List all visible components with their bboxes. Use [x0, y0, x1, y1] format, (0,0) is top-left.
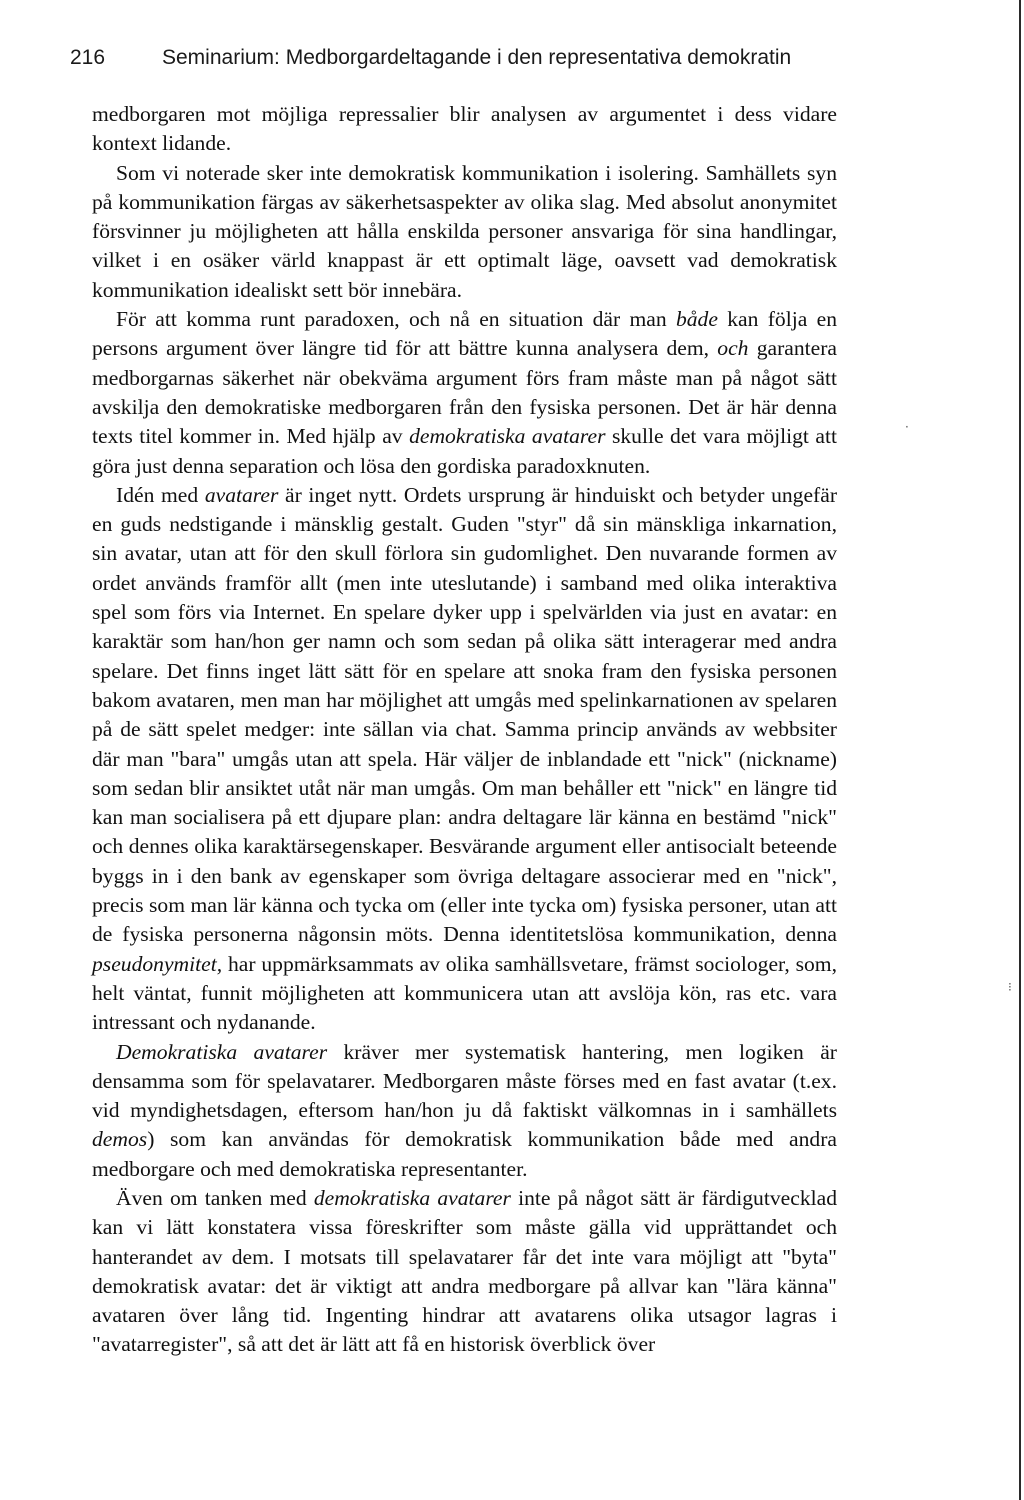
text-run: har uppmärksammats av olika samhällsvetare, främst sociologer, som, helt väntat, funnit möjligheten att kommunicera utan att avslöja kön, ras etc. vara intressant och nydanande.	[92, 951, 837, 1035]
text-run: kräver mer systematisk hantering, men logiken är densamma som för spelavatarer. Medborgaren måste förses med en fast avatar (t.ex. vid myndighetsdagen, eftersom han/hon ju då faktiskt välkomnas in i samhällets	[92, 1039, 837, 1123]
scan-speck: ⁝	[1008, 980, 1012, 994]
scan-speck: ·	[905, 420, 909, 434]
emphasis-text: demos	[92, 1127, 148, 1152]
paragraph-3	[92, 305, 837, 481]
text-run: skulle det vara möjligt att göra just denna separation och lösa den gordiska paradoxknuten.	[92, 424, 838, 478]
page-number: 216	[70, 46, 106, 69]
paragraph-6	[92, 1184, 837, 1360]
emphasis-text: Demokratiska avatarer	[116, 1039, 328, 1064]
text-run: garantera medborgarnas säkerhet när obekväma argument förs fram måste man på något sätt avskilja den demokratiske medborgaren från den fysiska personen. Det är här denna texts titel kommer in. Med hjälp av	[92, 336, 838, 449]
paragraph-2: Som vi noterade sker inte demokratisk kommunikation i isolering. Samhällets syn på kommunikation färgas av säkerhetsaspekter av olika slag. Med absolut anonymitet försvinner ju möjligheten att hålla enskilda personer ansvariga för sina handlingar, vilket i en osäker värld knappast är ett optimalt läge, oavsett vad demokratisk kommunikation idealiskt sett bör innebära.	[92, 160, 837, 302]
running-header	[70, 46, 850, 70]
text-run: ) som kan användas för demokratisk kommunikation både med andra medborgare och med demokratiska representanter.	[92, 1127, 837, 1181]
page-edge-line	[1019, 0, 1021, 1500]
paragraph-4	[92, 481, 837, 1038]
emphasis-text: och	[717, 336, 749, 361]
text-run: Idén med	[116, 482, 205, 507]
emphasis-text: pseudonymitet,	[92, 951, 223, 976]
running-title: Seminarium: Medborgardeltagande i den representativa demokratin	[162, 46, 792, 69]
emphasis-text: avatarer	[204, 482, 279, 507]
text-run: inte på något sätt är färdigutvecklad kan vi lätt konstatera vissa föreskrifter som måste gälla vid upprättandet och hanterandet av dem. I motsats till spelavatarer får det inte vara möjligt att "byta" demokratisk avatar: det är viktigt att andra medborgare på allvar kan "lära känna" avataren över lång tid. Ingenting hindrar att avatarens olika utsagor lagras i "avatarregister", så att det är lätt att få en historisk överblick över	[92, 1185, 837, 1357]
emphasis-text: både	[675, 307, 718, 332]
paragraph-5	[92, 1038, 837, 1184]
paragraph-1: medborgaren mot möjliga repressalier blir analysen av argumentet i dess vidare kontext lidande.	[92, 102, 837, 156]
text-run: För att komma runt paradoxen, och nå en situation där man	[116, 307, 676, 332]
text-run: kan följa en persons argument över längre tid för att bättre kunna analysera dem,	[92, 307, 837, 361]
text-run: är inget nytt. Ordets ursprung är hinduiskt och betyder ungefär en guds nedstigande i mänsklig gestalt. Guden "styr" då sin mänskliga inkarnation, sin avatar, utan att för den skull förlora sin gudomlighet. Den nuvarande formen av ordet används framför allt (men inte uteslutande) i samband med olika interaktiva spel som förs via Internet. En spelare dyker upp i spelvärlden via just en avatar: en karaktär som han/hon ger namn och som sedan på olika sätt interagerar med andra spelare. Det finns inget lätt sätt för en spelare att snoka fram den fysiska personen bakom avataren, men man har möjlighet att umgås med spelinkarnationen av spelaren på de sätt spelet medger: inte sällan via chat. Samma princip används av webbsiter där man "bara" umgås utan att spela. Här väljer de inblandade ett "nick" (nickname) som sedan blir ansiktet utåt när man umgås. Om man behåller ett "nick" en längre tid kan man socialisera på ett djupare plan: andra deltagare lär känna en bestämd "nick" och dennes olika karaktärsegenskaper. Besvärande argument eller antisocialt beteende byggs in i den bank av egenskaper som övriga deltagare associerar med en "nick", precis som man lär känna och tycka om (eller inte tycka om) fysiska personer, utan att de fysiska personerna någonsin möts. Denna identitetslösa kommunikation, denna	[92, 482, 838, 947]
body-text	[92, 100, 837, 1360]
emphasis-text: demokratiska avatarer	[313, 1185, 511, 1210]
emphasis-text: demokratiska avatarer	[409, 424, 606, 449]
text-run: Även om tanken med	[116, 1185, 314, 1210]
